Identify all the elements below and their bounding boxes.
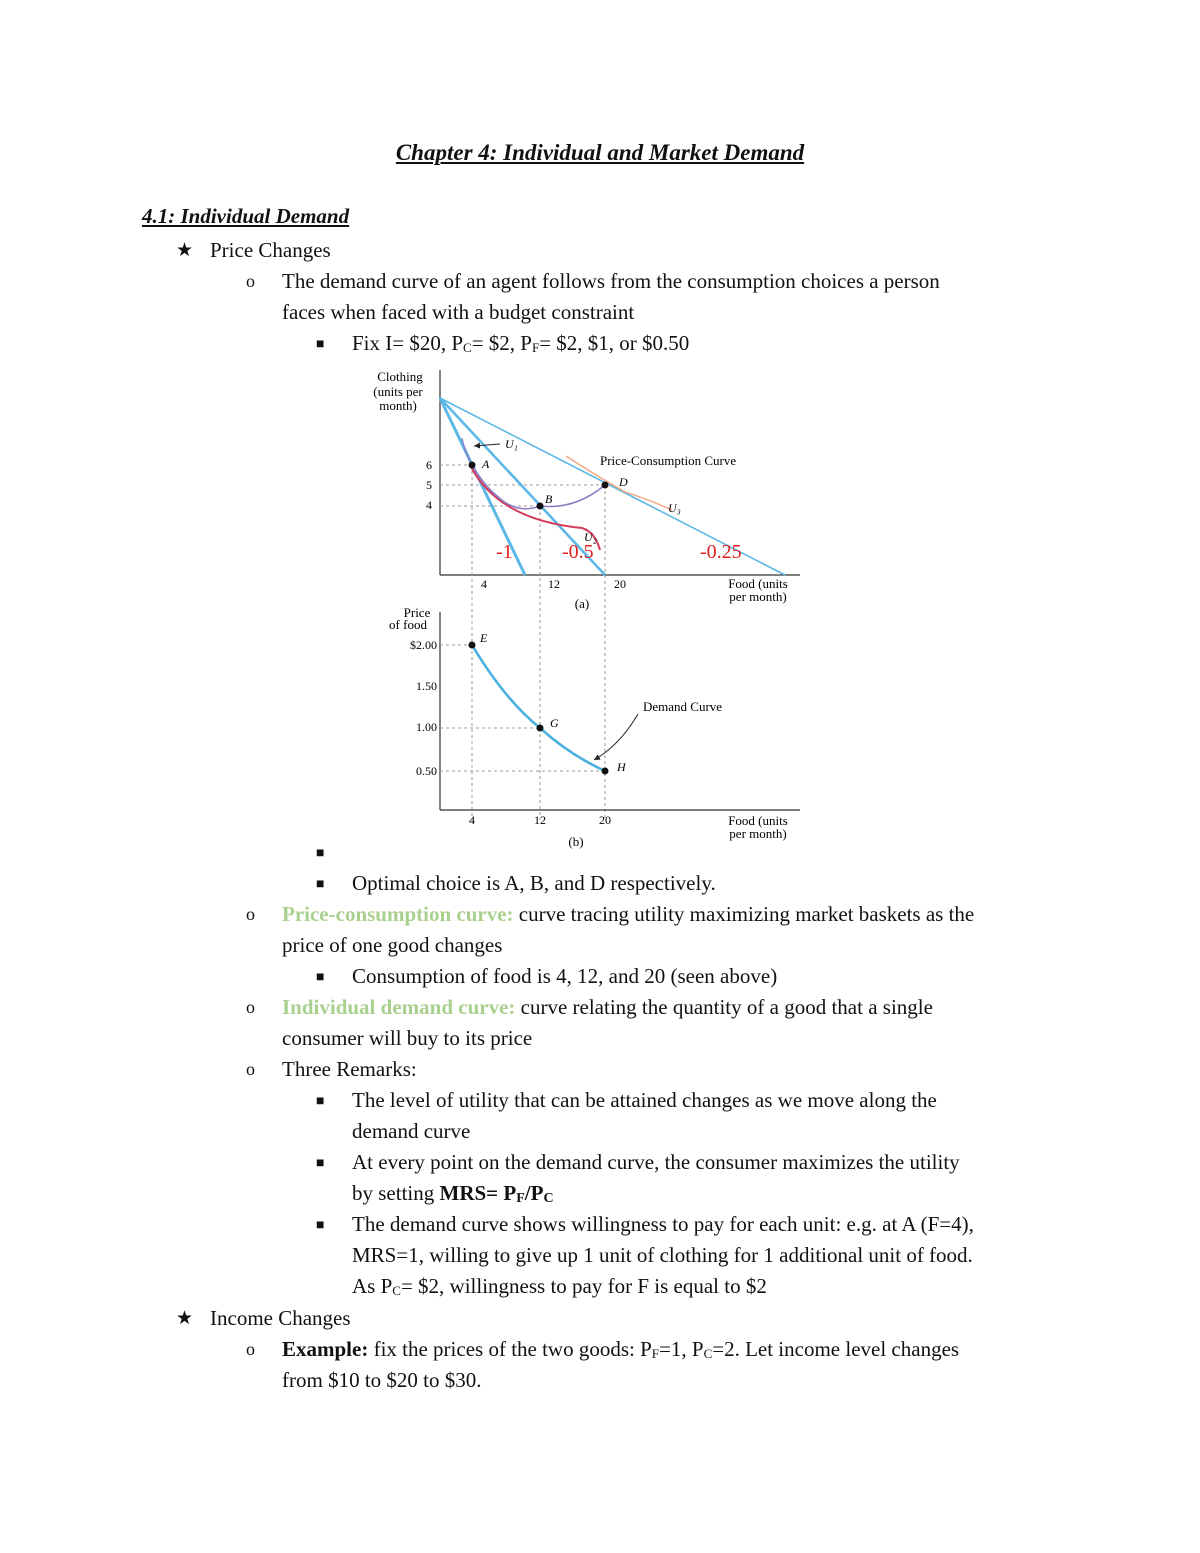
label-a: A (482, 457, 490, 471)
slope-3: -0.25 (700, 541, 742, 563)
page-title: Chapter 4: Individual and Market Demand (395, 140, 805, 165)
square-bullet-icon: ■ (316, 1094, 325, 1109)
panel-a-label: (a) (574, 596, 590, 611)
guide-lines-a (440, 465, 605, 820)
idc-definition-2: consumer will buy to its price (282, 1026, 533, 1050)
three-remarks-heading: Three Remarks: (282, 1057, 417, 1081)
slope-1: -1 (496, 541, 513, 563)
y-label-b-2: of food (389, 617, 427, 632)
circle-bullet-icon: o (246, 997, 255, 1017)
x-label-b-1: Food (units (728, 813, 788, 828)
star-bullet-icon: ★ (176, 1308, 194, 1329)
remark-1-b: demand curve (352, 1119, 471, 1143)
x-label-a-1: Food (units (728, 576, 788, 591)
x-label-a-2: per month) (729, 589, 787, 604)
y-label-a-3: month) (379, 398, 417, 413)
slope-2: -0.5 (562, 541, 594, 563)
demand-curve (472, 645, 605, 771)
point-h (602, 768, 609, 775)
label-g: G (550, 716, 559, 730)
label-u3: U₃ (668, 501, 681, 515)
point-e (469, 642, 476, 649)
pcc-label: Price-Consumption Curve (600, 453, 737, 468)
demand-arrow (594, 714, 638, 760)
income-changes-heading: Income Changes (210, 1306, 351, 1330)
remark-1-a: The level of utility that can be attained changes as we move along the (352, 1088, 937, 1112)
section-heading: 4.1: Individual Demand (142, 204, 350, 228)
point-a (469, 462, 476, 469)
y-tick-4: 4 (426, 498, 432, 512)
y-label-b-1: Price (403, 605, 431, 620)
x-label-b-2: per month) (729, 826, 787, 841)
star-bullet-icon: ★ (176, 240, 194, 261)
pcc-definition-2: price of one good changes (282, 933, 503, 957)
price-tick-1: 1.00 (416, 720, 437, 734)
square-bullet-icon: ■ (316, 970, 325, 985)
y-tick-5: 5 (426, 478, 432, 492)
consumption-text: Consumption of food is 4, 12, and 20 (seen above) (352, 964, 778, 988)
y-label-a-2: (units per (373, 384, 423, 399)
price-tick-2: $2.00 (410, 638, 437, 652)
remark-3-a: The demand curve shows willingness to pay for each unit: e.g. at A (F=4), (352, 1212, 974, 1236)
square-bullet-icon: ■ (316, 1218, 325, 1233)
remark-2-b: by setting MRS= PF/PC (352, 1181, 554, 1206)
demand-curve-label: Demand Curve (643, 699, 723, 714)
panel-b-label: (b) (568, 834, 584, 849)
remark-3-b: MRS=1, willing to give up 1 unit of clothing for 1 additional unit of food. (352, 1243, 973, 1267)
idc-definition: Individual demand curve: curve relating the quantity of a good that a single (282, 995, 933, 1019)
remark-2-a: At every point on the demand curve, the consumer maximizes the utility (352, 1150, 960, 1174)
circle-bullet-icon: o (246, 271, 255, 291)
y-tick-6: 6 (426, 458, 432, 472)
label-u1: U₁ (505, 437, 518, 451)
circle-bullet-icon: o (246, 1059, 255, 1079)
point-g (537, 725, 544, 732)
y-label-a-1: Clothing (377, 369, 423, 384)
pcc-definition: Price-consumption curve: curve tracing utility maximizing market baskets as the (282, 902, 975, 926)
example-line: Example: fix the prices of the two goods: PF=1, PC=2. Let income level changes (282, 1337, 960, 1361)
x-tick-a-12: 12 (548, 577, 560, 591)
price-changes-heading: Price Changes (210, 238, 331, 262)
example-line-2: from $10 to $20 to $30. (282, 1368, 482, 1392)
x-tick-b-4: 4 (469, 813, 475, 827)
square-bullet-icon: ■ (316, 877, 325, 892)
label-b: B (545, 492, 553, 506)
label-h: H (617, 760, 626, 774)
demand-curve-text-2: faces when faced with a budget constraint (282, 300, 635, 324)
label-e: E (480, 631, 488, 645)
square-bullet-icon: ■ (316, 1156, 325, 1171)
label-d: D (619, 475, 628, 489)
circle-bullet-icon: o (246, 904, 255, 924)
point-b (537, 503, 544, 510)
x-tick-b-12: 12 (534, 813, 546, 827)
price-tick-150: 1.50 (416, 679, 437, 693)
square-bullet-icon: ■ (316, 337, 325, 352)
price-tick-050: 0.50 (416, 764, 437, 778)
x-tick-b-20: 20 (599, 813, 611, 827)
x-tick-a-4: 4 (481, 577, 487, 591)
demand-curve-text-1: The demand curve of an agent follows from the consumption choices a person (282, 269, 940, 293)
guide-lines-b (440, 645, 605, 771)
fix-income-line: Fix I= $20, PC= $2, PF= $2, $1, or $0.50 (352, 331, 690, 355)
point-d (602, 482, 609, 489)
x-tick-a-20: 20 (614, 577, 626, 591)
remark-3-c: As PC= $2, willingness to pay for F is equal to $2 (352, 1274, 767, 1298)
price-consumption-figure (360, 360, 820, 855)
square-bullet-icon: ■ (316, 846, 325, 861)
label-u2: U₂ (584, 530, 597, 544)
optimal-choice-text: Optimal choice is A, B, and D respectively. (352, 871, 716, 895)
circle-bullet-icon: o (246, 1339, 255, 1359)
u1-arrow (474, 444, 500, 446)
